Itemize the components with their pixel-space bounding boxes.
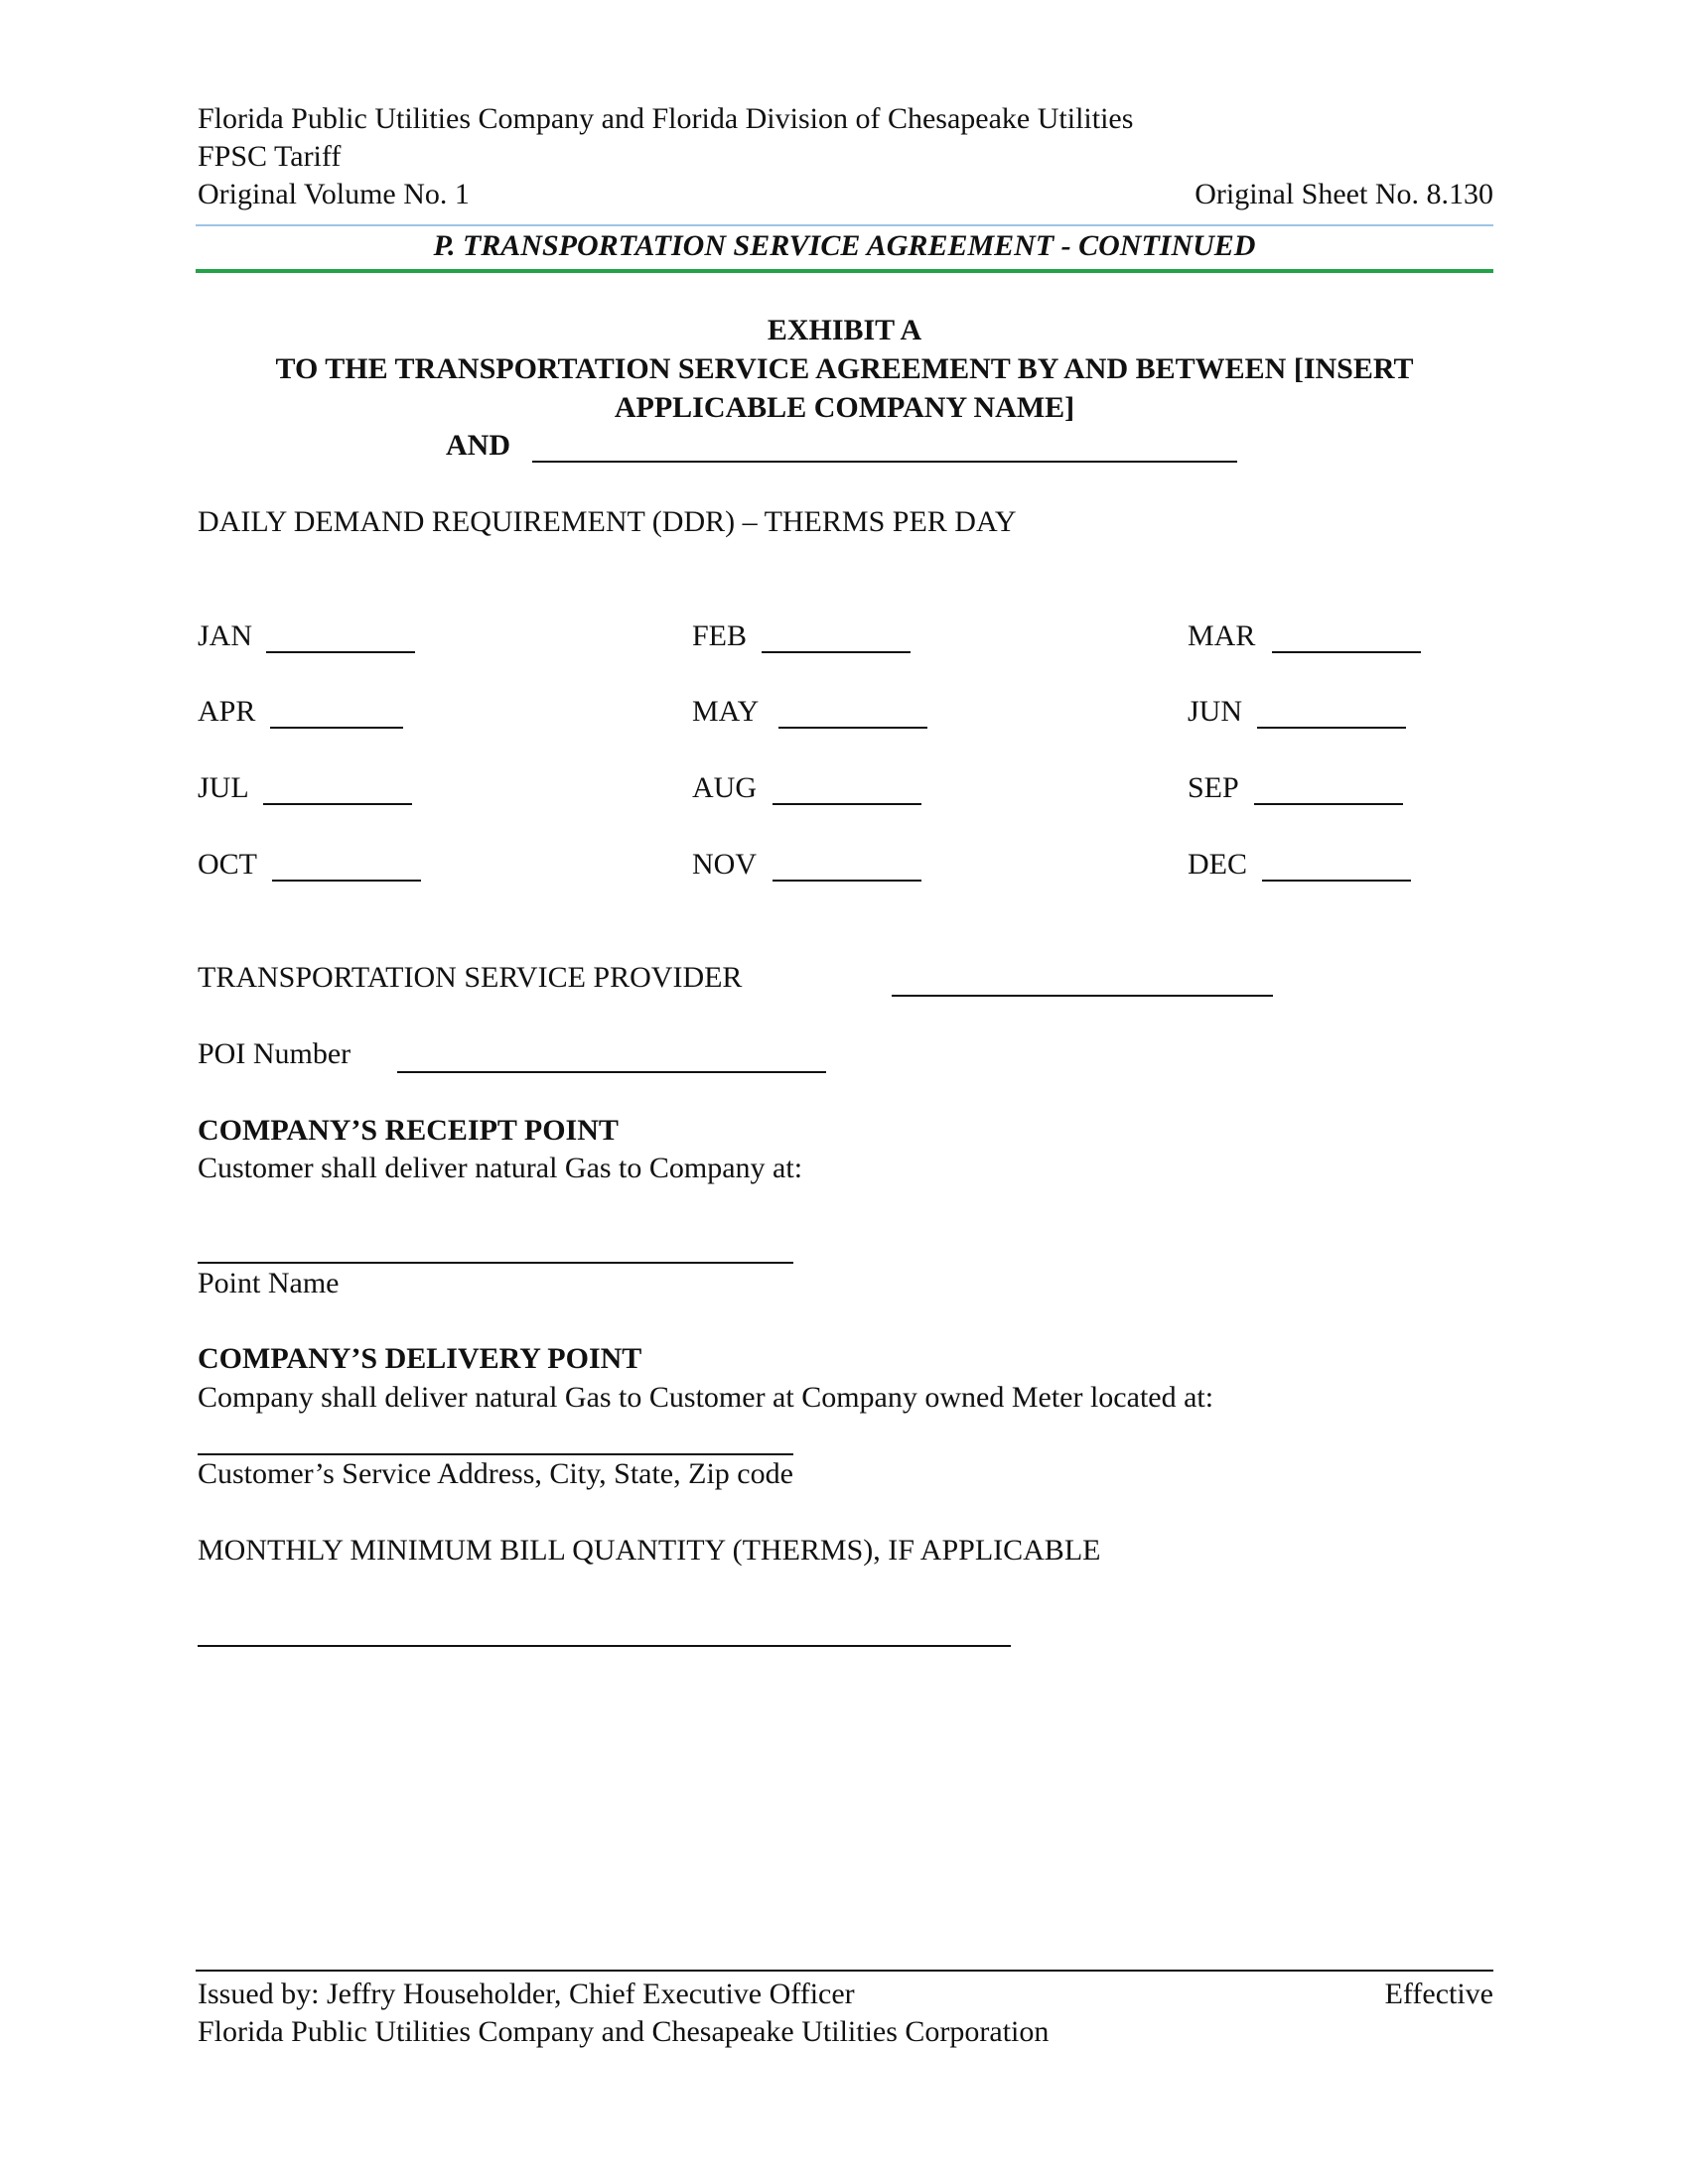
month-label: FEB	[692, 619, 748, 652]
month-label: OCT	[198, 848, 257, 881]
month-input-feb[interactable]	[762, 651, 911, 653]
month-input-mar[interactable]	[1272, 651, 1421, 653]
month-input-jul[interactable]	[263, 803, 412, 805]
company-name-field[interactable]	[532, 461, 1237, 463]
month-input-sep[interactable]	[1254, 803, 1403, 805]
minimum-bill-heading: MONTHLY MINIMUM BILL QUANTITY (THERMS), IF APPLICABLE	[198, 1534, 1101, 1567]
month-label: APR	[198, 695, 256, 728]
exhibit-title: EXHIBIT A	[767, 314, 922, 346]
month-input-oct[interactable]	[272, 880, 421, 882]
month-input-jun[interactable]	[1257, 727, 1406, 729]
point-name-caption: Point Name	[198, 1267, 340, 1299]
poi-label: POI Number	[198, 1037, 352, 1070]
exhibit-and-label: AND	[446, 429, 510, 462]
month-label: JUL	[198, 771, 249, 804]
tsp-label: TRANSPORTATION SERVICE PROVIDER	[198, 961, 743, 994]
month-label: MAY	[692, 695, 760, 728]
receipt-text: Customer shall deliver natural Gas to Company at:	[198, 1152, 803, 1184]
header-rule-green	[196, 269, 1493, 273]
service-address-caption: Customer’s Service Address, City, State, Zip code	[198, 1457, 793, 1490]
month-input-apr[interactable]	[270, 727, 403, 729]
minimum-bill-field[interactable]	[198, 1645, 1011, 1647]
section-title: P. TRANSPORTATION SERVICE AGREEMENT - CONTINUED	[433, 229, 1256, 262]
point-name-field[interactable]	[198, 1262, 793, 1264]
delivery-text: Company shall deliver natural Gas to Customer at Company owned Meter located at:	[198, 1381, 1214, 1414]
header-company: Florida Public Utilities Company and Florida Division of Chesapeake Utilities	[198, 102, 1134, 135]
footer-effective: Effective	[1384, 1978, 1493, 2010]
ddr-heading: DAILY DEMAND REQUIREMENT (DDR) – THERMS PER DAY	[198, 505, 1017, 538]
receipt-heading: COMPANY’S RECEIPT POINT	[198, 1114, 619, 1147]
month-input-aug[interactable]	[773, 803, 921, 805]
month-label: JUN	[1188, 695, 1243, 728]
month-label: AUG	[692, 771, 757, 804]
month-input-jan[interactable]	[266, 651, 415, 653]
month-label: SEP	[1188, 771, 1239, 804]
header-volume: Original Volume No. 1	[198, 178, 470, 210]
month-label: DEC	[1188, 848, 1247, 881]
month-label: JAN	[198, 619, 253, 652]
month-input-dec[interactable]	[1262, 880, 1411, 882]
exhibit-line-2: APPLICABLE COMPANY NAME]	[614, 391, 1075, 424]
header-tariff: FPSC Tariff	[198, 140, 342, 173]
exhibit-line-1: TO THE TRANSPORTATION SERVICE AGREEMENT BY AND BETWEEN [INSERT	[275, 352, 1414, 385]
header-rule-blue	[196, 224, 1493, 226]
month-label: MAR	[1188, 619, 1256, 652]
month-input-may[interactable]	[778, 727, 927, 729]
month-label: NOV	[692, 848, 757, 881]
footer-rule	[196, 1970, 1493, 1972]
footer-issued-by: Issued by: Jeffry Householder, Chief Executive Officer	[198, 1978, 855, 2010]
poi-field[interactable]	[397, 1071, 826, 1073]
header-sheet: Original Sheet No. 8.130	[1195, 178, 1493, 210]
delivery-heading: COMPANY’S DELIVERY POINT	[198, 1342, 642, 1375]
month-input-nov[interactable]	[773, 880, 921, 882]
footer-company: Florida Public Utilities Company and Chesapeake Utilities Corporation	[198, 2015, 1050, 2048]
tsp-field[interactable]	[892, 995, 1273, 997]
